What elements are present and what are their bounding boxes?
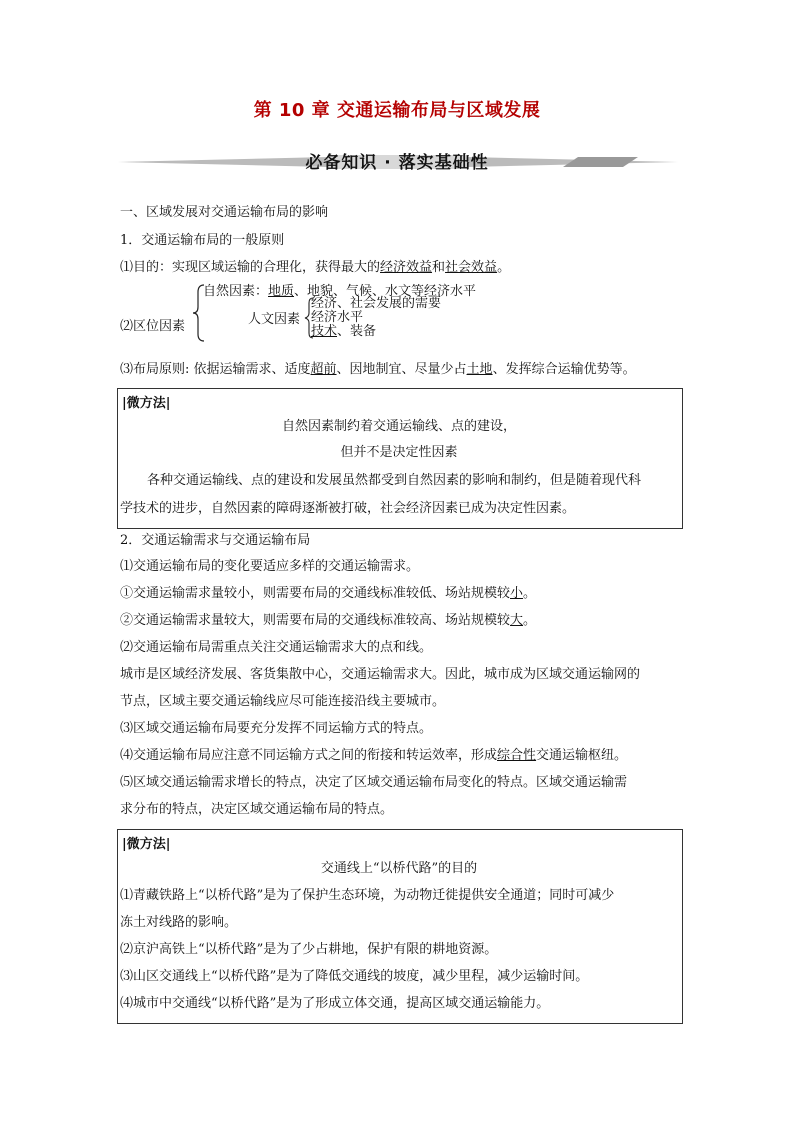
section2-heading: 2．交通运输需求与交通运输布局 — [120, 533, 311, 548]
method-box-2-p2: 冻土对线路的影响。 — [120, 915, 238, 930]
method-box-2-p1: ⑴青藏铁路上“以桥代路”是为了保护生态环境，为动物迁徙提供安全通道；同时可减少 — [120, 888, 615, 903]
method-box-1-para-1: 各种交通运输线、点的建设和发展虽然都受到自然因素的影响和制约，但是随着现代科 — [147, 473, 642, 488]
section2-p5: 城市是区域经济发展、客货集散中心，交通运输需求大。因此，城市成为区域交通运输网的 — [120, 667, 641, 682]
method-box-1-para-2: 学技术的进步，自然因素的障碍逐渐被打破，社会经济因素已成为决定性因素。 — [120, 501, 576, 516]
human-factor-technology: 技术、装备 — [311, 324, 377, 339]
method-box-2-p3: ⑵京沪高铁上“以桥代路”是为了少占耕地，保护有限的耕地资源。 — [120, 942, 498, 957]
layout-principle-line: ⑶布局原则: 依据运输需求、适度超前、因地制宜、尽量少占土地、发挥综合运输优势等。 — [120, 362, 636, 377]
section2-p4: ⑵交通运输布局需重点关注交通运输需求大的点和线。 — [120, 640, 433, 655]
human-factor-economic-social: 经济、社会发展的需要 — [311, 296, 442, 311]
natural-factors-line: 自然因素：地质、地貌、气候、水文等经济水平 — [203, 284, 477, 299]
method-box-1-tag: |微方法| — [122, 396, 171, 411]
banner-title: 必备知识 · 落实基础性 — [305, 153, 489, 173]
section2-p9: ⑸区域交通运输需求增长的特点，决定了区域交通运输布局变化的特点。区域交通运输需 — [120, 775, 628, 790]
location-factors-label: ⑵区位因素 — [120, 319, 186, 334]
section2-p1: ⑴交通运输布局的变化要适应多样的交通运输需求。 — [120, 559, 420, 574]
subsection1-heading: 1．交通运输布局的一般原则 — [120, 233, 285, 248]
section2-p6: 节点，区域主要交通运输线应尽可能连接沿线主要城市。 — [120, 694, 446, 709]
human-factors-label: 人文因素 — [248, 312, 301, 327]
method-box-1-title-2: 但并不是决定性因素 — [340, 445, 458, 460]
chapter-title: 第 10 章 交通运输布局与区域发展 — [253, 100, 541, 121]
section2-p7: ⑶区域交通运输布局要充分发挥不同运输方式的特点。 — [120, 721, 433, 736]
section2-p8: ⑷交通运输布局应注意不同运输方式之间的衔接和转运效率，形成综合性交通运输枢纽。 — [120, 748, 628, 763]
section2-p10: 求分布的特点，决定区域交通运输布局的特点。 — [120, 802, 394, 817]
human-factor-economic-level: 经济水平 — [311, 310, 364, 325]
purpose-line: ⑴目的：实现区域运输的合理化，获得最大的经济效益和社会效益。 — [120, 260, 511, 275]
section2-p2: ①交通运输需求量较小，则需要布局的交通线标准较低、场站规模较小。 — [120, 586, 537, 601]
section2-p3: ②交通运输需求量较大，则需要布局的交通线标准较高、场站规模较大。 — [120, 613, 537, 628]
section1-heading: 一、区域发展对交通运输布局的影响 — [120, 205, 329, 220]
method-box-2-p4: ⑶山区交通线上“以桥代路”是为了降低交通线的坡度，减少里程，减少运输时间。 — [120, 969, 589, 984]
method-box-2-tag: |微方法| — [122, 837, 171, 852]
method-box-2-title: 交通线上“以桥代路”的目的 — [320, 861, 478, 876]
method-box-1-title-1: 自然因素制约着交通运输线、点的建设， — [281, 419, 516, 434]
method-box-2-p5: ⑷城市中交通线“以桥代路”是为了形成立体交通，提高区域交通运输能力。 — [120, 996, 550, 1011]
